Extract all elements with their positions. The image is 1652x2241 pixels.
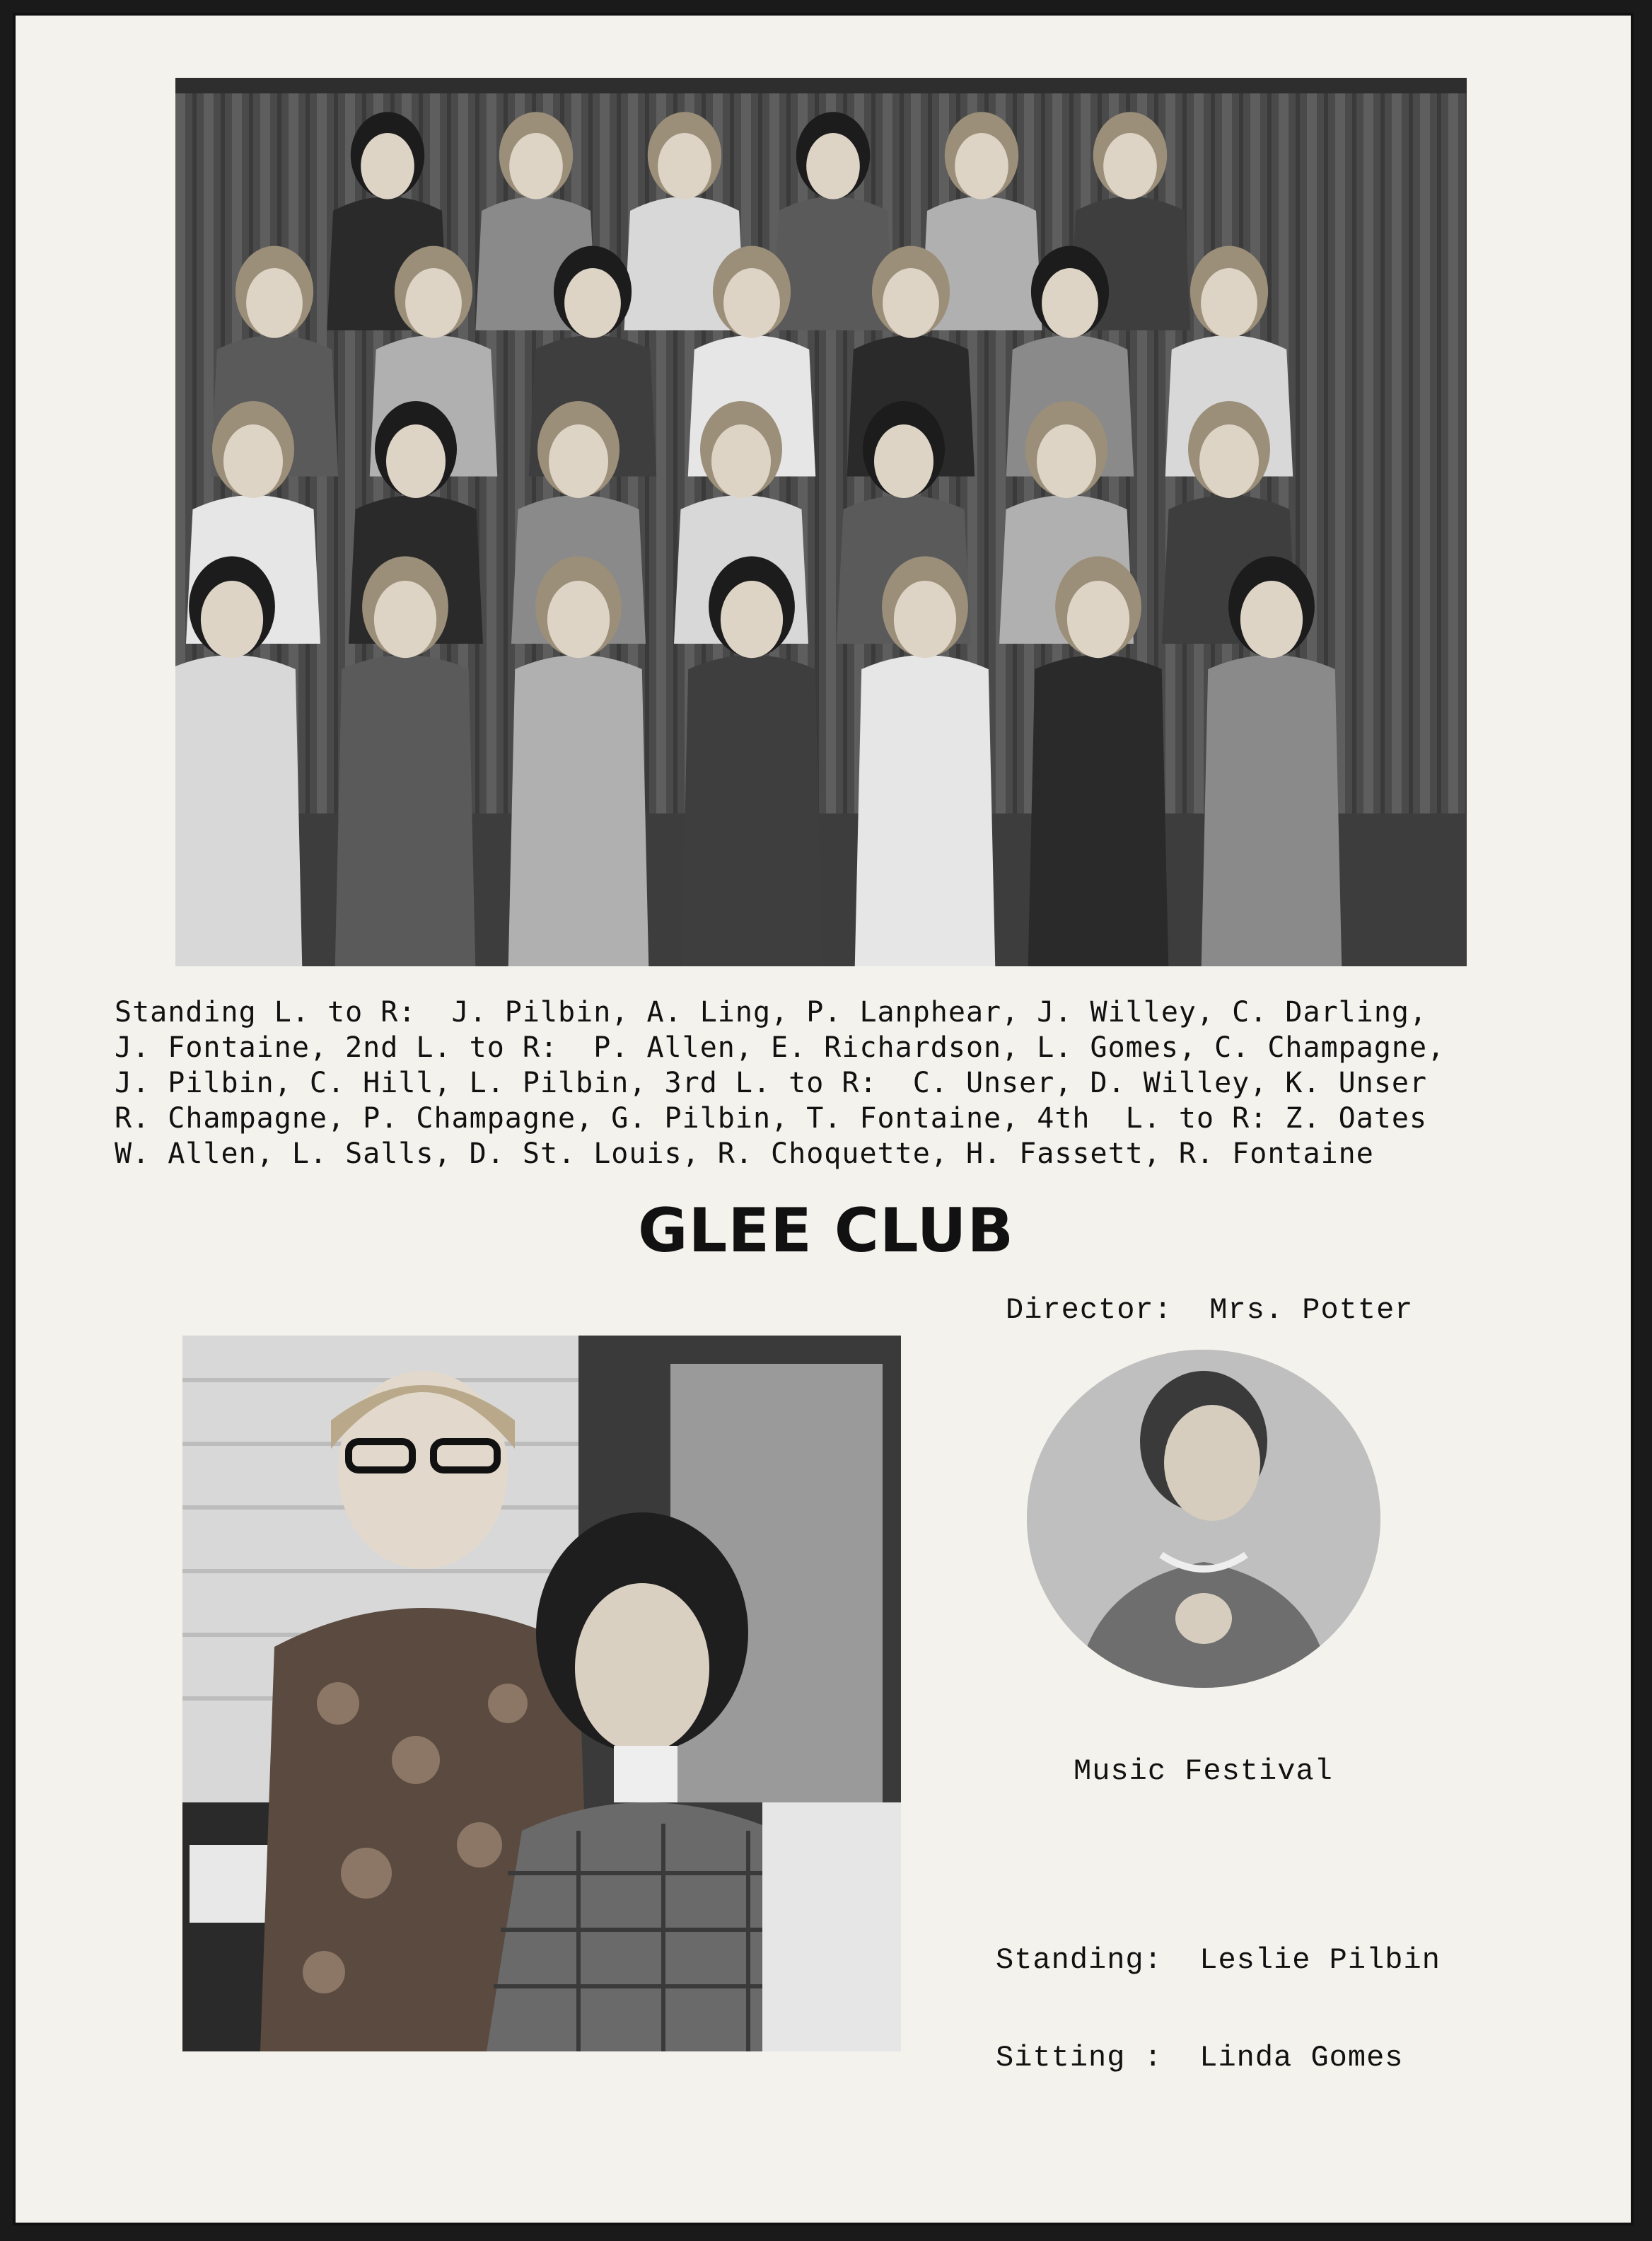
music-festival-label: Music Festival — [1074, 1754, 1333, 1788]
piano-photo — [182, 1336, 901, 2051]
sitting-credit: Sitting : Linda Gomes — [996, 2041, 1404, 2075]
photo-credits — [996, 1879, 1441, 2139]
page-title: GLEE CLUB — [637, 1195, 1015, 1266]
group-caption — [115, 995, 1571, 1171]
piano-photo-image — [182, 1336, 901, 2051]
director-photo-image — [1027, 1350, 1380, 1688]
caption-line: Standing L. to R: J. Pilbin, A. Ling, P. Lanphear, J. Willey, C. Darling, — [115, 996, 1428, 1029]
group-photo — [175, 78, 1467, 966]
director-photo — [1027, 1350, 1380, 1688]
group-photo-image — [175, 78, 1467, 966]
standing-credit: Standing: Leslie Pilbin — [996, 1943, 1441, 1977]
yearbook-page — [13, 13, 1634, 2225]
caption-line: R. Champagne, P. Champagne, G. Pilbin, T. Fontaine, 4th L. to R: Z. Oates — [115, 1102, 1428, 1135]
caption-line: J. Fontaine, 2nd L. to R: P. Allen, E. Richardson, L. Gomes, C. Champagne, — [115, 1031, 1446, 1064]
caption-line: W. Allen, L. Salls, D. St. Louis, R. Choquette, H. Fassett, R. Fontaine — [115, 1137, 1374, 1170]
director-label: Director: Mrs. Potter — [1006, 1293, 1414, 1327]
caption-line: J. Pilbin, C. Hill, L. Pilbin, 3rd L. to R: C. Unser, D. Willey, K. Unser — [115, 1067, 1428, 1099]
